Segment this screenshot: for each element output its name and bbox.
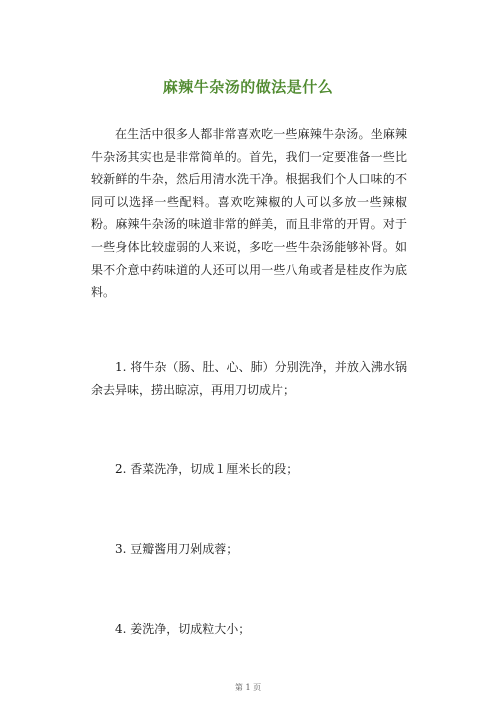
step-2: 2. 香菜洗净，切成１厘米长的段；: [115, 462, 299, 476]
page-title: 麻辣牛杂汤的做法是什么: [162, 78, 334, 96]
step-3: 3. 豆瓣酱用刀剁成蓉；: [115, 542, 239, 556]
intro-paragraph: 在生活中很多人都非常喜欢吃一些麻辣牛杂汤。坐麻辣牛杂汤其实也是非常简单的。首先，我们一定要准备一些比较新鲜的牛杂，然后用清水洗干净。根据我们个人口味的不同可以选择一些配料。喜欢吃辣椒的人可以多放一些辣椒粉。麻辣牛杂汤的味道非常的鲜美，而且非常的开胃。对于一些身体比较虚弱的人来说，多吃一些牛杂汤能够补肾。如果不介意中药味道的人还可以用一些八角或者是桂皮作为底料。: [91, 127, 407, 300]
step-1: 1. 将牛杂（肠、肚、心、肺）分别洗净，并放入沸水锅余去异味，捞出晾凉，再用刀切成片；: [91, 360, 407, 397]
step-4: 4. 姜洗净，切成粒大小；: [115, 622, 251, 636]
page-number: 第 1 页: [234, 683, 262, 692]
